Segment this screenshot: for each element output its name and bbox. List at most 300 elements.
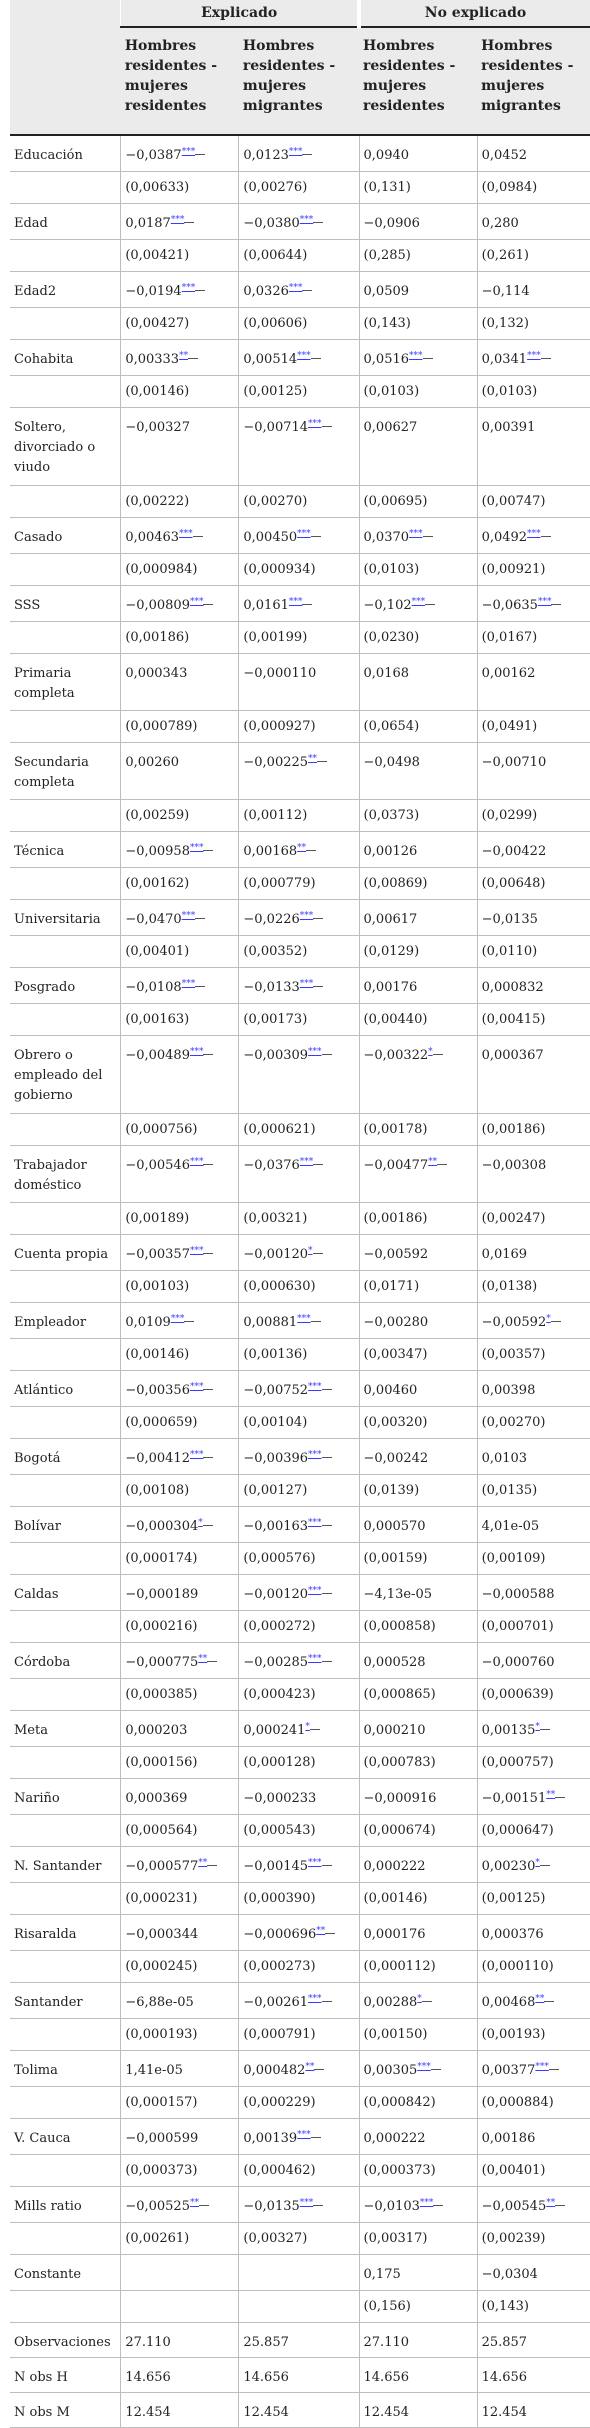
summary-label: N obs H — [10, 2358, 121, 2393]
coefficient-cell — [239, 1146, 359, 1203]
coefficient-cell — [239, 900, 359, 936]
footnote-rule — [203, 1253, 213, 1254]
coefficient-value: 0,00176 — [363, 980, 418, 995]
std-error-cell: (0,131) — [359, 172, 477, 204]
std-error-cell: (0,00178) — [359, 1114, 477, 1146]
coefficient-cell — [359, 1847, 477, 1883]
std-error-row — [10, 800, 590, 832]
table-body — [10, 135, 590, 2428]
summary-value: 27.110 — [359, 2323, 477, 2358]
significance-stars[interactable]: *** — [189, 1157, 204, 1167]
significance-stars[interactable]: *** — [409, 351, 423, 361]
variable-name: Casado — [10, 518, 121, 554]
coefficient-cell — [477, 1915, 590, 1951]
coefficient-value: 0,0103 — [481, 1451, 528, 1466]
std-error-cell: (0,000984) — [121, 554, 239, 586]
significance-stars[interactable]: *** — [537, 597, 552, 607]
column-header: Hombres residentes - mujeres residentes — [121, 27, 239, 135]
coefficient-cell — [477, 1235, 590, 1271]
table-row — [10, 340, 590, 376]
significance-stars[interactable]: *** — [189, 1450, 204, 1460]
table-row — [10, 968, 590, 1004]
significance-stars[interactable]: *** — [308, 1654, 322, 1664]
coefficient-value: −0,000775 — [125, 1655, 199, 1670]
coefficient-cell — [359, 1983, 477, 2019]
std-error-cell: (0,000273) — [239, 1951, 359, 1983]
coefficient-cell — [477, 1146, 590, 1203]
table-row — [10, 1643, 590, 1679]
coefficient-value: −0,000344 — [125, 1927, 199, 1942]
variable-name: Posgrado — [10, 968, 121, 1004]
footnote-rule — [302, 604, 312, 605]
std-error-cell: (0,000934) — [239, 554, 359, 586]
coefficient-cell — [239, 272, 359, 308]
std-error-cell: (0,000157) — [121, 2087, 239, 2119]
coefficient-cell — [121, 2119, 239, 2155]
significance-stars[interactable]: *** — [189, 1382, 204, 1392]
footnote-rule — [311, 2137, 321, 2138]
coefficient-value: −0,0135 — [481, 912, 538, 927]
significance-stars[interactable]: *** — [535, 2062, 549, 2072]
footnote-rule — [433, 1054, 443, 1055]
coefficient-cell — [477, 832, 590, 868]
significance-stars[interactable]: *** — [308, 1994, 322, 2004]
footnote-rule — [203, 1457, 213, 1458]
std-error-cell: (0,0654) — [359, 711, 477, 743]
coefficient-cell — [239, 1371, 359, 1407]
table-row — [10, 1847, 590, 1883]
std-error-row — [10, 486, 590, 518]
coefficient-value: 0,000376 — [481, 1927, 544, 1942]
coefficient-cell — [121, 2187, 239, 2223]
significance-stars[interactable]: *** — [288, 283, 303, 293]
std-error-row — [10, 2087, 590, 2119]
significance-stars[interactable]: *** — [288, 597, 303, 607]
significance-stars[interactable]: ** — [198, 1654, 208, 1664]
std-error-row — [10, 868, 590, 900]
coefficient-cell — [239, 1235, 359, 1271]
coefficient-value: −0,00357 — [125, 1247, 190, 1262]
significance-stars[interactable]: *** — [189, 1246, 204, 1256]
coefficient-cell — [359, 135, 477, 172]
coefficient-cell — [359, 518, 477, 554]
std-error-cell: (0,00270) — [239, 486, 359, 518]
summary-value: 14.656 — [477, 2358, 590, 2393]
significance-stars[interactable]: *** — [417, 2062, 431, 2072]
table-row — [10, 204, 590, 240]
footnote-rule — [423, 536, 433, 537]
significance-stars[interactable]: *** — [189, 597, 204, 607]
footnote-rule — [195, 918, 205, 919]
std-error-cell: (0,000245) — [121, 1951, 239, 1983]
footnote-rule — [422, 2001, 432, 2002]
table-row — [10, 654, 590, 711]
significance-stars[interactable]: *** — [527, 351, 541, 361]
coefficient-value: −0,114 — [481, 284, 530, 299]
coefficient-value: −0,00592 — [481, 1315, 547, 1330]
coefficient-cell — [121, 1983, 239, 2019]
coefficient-cell — [239, 518, 359, 554]
coefficient-value: 0,000570 — [363, 1519, 426, 1534]
significance-stars[interactable]: *** — [527, 529, 541, 539]
footnote-rule — [313, 1253, 323, 1254]
footnote-rule — [184, 222, 194, 223]
table-row — [10, 1779, 590, 1815]
std-error-cell: (0,00259) — [121, 800, 239, 832]
significance-stars[interactable]: * — [305, 1722, 310, 1732]
coefficient-value: 0,0492 — [481, 530, 528, 545]
std-error-cell: (0,000659) — [121, 1407, 239, 1439]
coefficient-cell — [121, 1235, 239, 1271]
coefficient-value: −0,102 — [363, 598, 412, 613]
std-error-cell: (0,000156) — [121, 1747, 239, 1779]
std-error-cell: (0,00317) — [359, 2223, 477, 2255]
variable-name: Córdoba — [10, 1643, 121, 1679]
std-error-cell: (0,00357) — [477, 1339, 590, 1371]
coefficient-value: −0,00356 — [125, 1383, 190, 1398]
significance-stars[interactable]: *** — [308, 1047, 322, 1057]
significance-stars[interactable]: ** — [316, 1926, 326, 1936]
coefficient-cell — [239, 135, 359, 172]
coefficient-cell — [121, 1439, 239, 1475]
significance-stars[interactable]: *** — [189, 843, 204, 853]
significance-stars[interactable]: *** — [181, 283, 196, 293]
significance-stars[interactable]: * — [417, 1994, 422, 2004]
std-error-cell: (0,000174) — [121, 1543, 239, 1575]
coefficient-cell — [477, 408, 590, 486]
coefficient-value: −0,00327 — [125, 420, 190, 435]
coefficient-value: 0,00230 — [481, 1859, 536, 1874]
coefficient-value: 0,00305 — [363, 2063, 418, 2078]
std-error-row — [10, 172, 590, 204]
significance-stars[interactable]: *** — [299, 911, 314, 921]
coefficient-value: 0,000832 — [481, 980, 544, 995]
std-error-cell: (0,143) — [359, 308, 477, 340]
coefficient-value: 0,00186 — [481, 2131, 536, 2146]
footnote-rule — [313, 1164, 323, 1165]
std-error-cell: (0,00199) — [239, 622, 359, 654]
footnote-rule — [541, 358, 551, 359]
significance-stars[interactable]: *** — [297, 351, 311, 361]
coefficient-cell — [477, 2255, 590, 2291]
coefficient-value: 0,00377 — [481, 2063, 536, 2078]
std-error-cell: (0,0299) — [477, 800, 590, 832]
variable-name: V. Cauca — [10, 2119, 121, 2155]
significance-stars[interactable]: *** — [297, 529, 311, 539]
significance-stars[interactable]: ** — [535, 1994, 545, 2004]
coefficient-value: −0,00242 — [363, 1451, 429, 1466]
footnote-rule — [311, 358, 321, 359]
coefficient-value: −0,0133 — [243, 980, 300, 995]
significance-stars[interactable]: *** — [299, 1157, 314, 1167]
std-error-cell: (0,000231) — [121, 1883, 239, 1915]
significance-stars[interactable]: *** — [308, 1586, 322, 1596]
coefficient-cell — [121, 1847, 239, 1883]
significance-stars[interactable]: *** — [299, 979, 314, 989]
std-error-cell: (0,00136) — [239, 1339, 359, 1371]
significance-stars[interactable]: *** — [181, 147, 196, 157]
coefficient-cell — [121, 968, 239, 1004]
coefficient-value: −0,0470 — [125, 912, 182, 927]
std-error-cell: (0,000630) — [239, 1271, 359, 1303]
coefficient-value: −0,0103 — [363, 2199, 420, 2214]
coefficient-cell — [121, 518, 239, 554]
coefficient-value: 0,000210 — [363, 1723, 426, 1738]
significance-stars[interactable]: ** — [297, 843, 307, 853]
column-header-row — [10, 27, 590, 135]
coefficient-value: 0,0452 — [481, 148, 528, 163]
footnote-rule — [203, 850, 213, 851]
significance-stars[interactable]: * — [428, 1047, 433, 1057]
coefficient-value: 0,0168 — [363, 666, 410, 681]
significance-stars[interactable]: *** — [170, 215, 185, 225]
significance-stars[interactable]: * — [308, 1246, 313, 1256]
coefficient-value: 0,00468 — [481, 1995, 536, 2010]
coefficient-value: −0,00322 — [363, 1048, 429, 1063]
significance-stars[interactable]: *** — [189, 1047, 204, 1057]
std-error-cell: (0,00222) — [121, 486, 239, 518]
variable-blank-cell — [10, 868, 121, 900]
footnote-rule — [540, 1865, 550, 1866]
significance-stars[interactable]: *** — [308, 1518, 322, 1528]
std-error-cell: (0,0110) — [477, 936, 590, 968]
coefficient-cell — [121, 586, 239, 622]
coefficient-cell — [121, 204, 239, 240]
corner-cell — [10, 0, 121, 27]
std-error-cell: (0,0138) — [477, 1271, 590, 1303]
std-error-cell: (0,000128) — [239, 1747, 359, 1779]
std-error-cell: (0,000779) — [239, 868, 359, 900]
coefficient-cell — [477, 1036, 590, 1114]
footnote-rule — [313, 2205, 323, 2206]
std-error-cell: (0,000390) — [239, 1883, 359, 1915]
std-error-cell: (0,00648) — [477, 868, 590, 900]
coefficient-value: −0,00308 — [481, 1158, 547, 1173]
variable-blank-cell — [10, 1339, 121, 1371]
coefficient-cell — [359, 1507, 477, 1543]
coefficient-cell — [239, 2255, 359, 2291]
coefficient-value: −0,000110 — [243, 666, 317, 681]
coefficient-value: 0,0187 — [125, 216, 171, 231]
significance-stars[interactable]: * — [535, 1858, 540, 1868]
std-error-cell: (0,0103) — [359, 376, 477, 408]
coefficient-cell — [359, 832, 477, 868]
variable-blank-cell — [10, 1004, 121, 1036]
coefficient-value: −0,00809 — [125, 598, 190, 613]
coefficient-cell — [359, 1146, 477, 1203]
significance-stars[interactable]: *** — [308, 1450, 322, 1460]
footnote-rule — [193, 536, 203, 537]
variable-blank-cell — [10, 622, 121, 654]
footnote-rule — [203, 1054, 213, 1055]
table-row — [10, 1915, 590, 1951]
coefficient-value: 0,0341 — [481, 352, 528, 367]
significance-stars[interactable]: ** — [189, 2198, 199, 2208]
coefficient-cell — [359, 968, 477, 1004]
significance-stars[interactable]: *** — [409, 529, 423, 539]
summary-label: N obs M — [10, 2393, 121, 2428]
significance-stars[interactable]: *** — [170, 1314, 185, 1324]
std-error-cell: (0,00186) — [121, 622, 239, 654]
column-header: Hombres residentes - mujeres migrantes — [239, 27, 359, 135]
significance-stars[interactable]: *** — [308, 419, 322, 429]
coefficient-value: 0,000482 — [243, 2063, 306, 2078]
std-error-cell: (0,00401) — [477, 2155, 590, 2187]
variable-name: Meta — [10, 1711, 121, 1747]
coefficient-cell — [359, 2187, 477, 2223]
coefficient-value: 0,00460 — [363, 1383, 418, 1398]
std-error-cell — [121, 2291, 239, 2323]
coefficient-value: −0,000916 — [363, 1791, 437, 1806]
significance-stars[interactable]: * — [546, 1314, 551, 1324]
coefficient-cell — [121, 2255, 239, 2291]
std-error-cell: (0,00415) — [477, 1004, 590, 1036]
coefficient-cell — [239, 408, 359, 486]
variable-blank-cell — [10, 1203, 121, 1235]
footnote-rule — [203, 1525, 213, 1526]
variable-blank-cell — [10, 1271, 121, 1303]
std-error-row — [10, 1004, 590, 1036]
variable-blank-cell — [10, 1475, 121, 1507]
std-error-cell: (0,00162) — [121, 868, 239, 900]
significance-stars[interactable]: *** — [419, 2198, 434, 2208]
coefficient-value: −0,000189 — [125, 1587, 199, 1602]
variable-name: Primaria completa — [10, 654, 121, 711]
significance-stars[interactable]: ** — [546, 1790, 556, 1800]
std-error-cell: (0,000576) — [239, 1543, 359, 1575]
variable-blank-cell — [10, 1679, 121, 1711]
coefficient-cell — [239, 1915, 359, 1951]
coefficient-cell — [121, 1146, 239, 1203]
std-error-cell: (0,00321) — [239, 1203, 359, 1235]
variable-name: SSS — [10, 586, 121, 622]
group-header-row — [10, 0, 590, 27]
std-error-cell: (0,00276) — [239, 172, 359, 204]
coefficient-cell — [359, 204, 477, 240]
significance-stars[interactable]: *** — [308, 1858, 322, 1868]
variable-blank-cell — [10, 2223, 121, 2255]
std-error-cell: (0,000229) — [239, 2087, 359, 2119]
std-error-row — [10, 1951, 590, 1983]
footnote-rule — [325, 1933, 335, 1934]
std-error-row — [10, 2291, 590, 2323]
std-error-cell: (0,00104) — [239, 1407, 359, 1439]
coefficient-value: −0,00714 — [243, 420, 309, 435]
significance-stars[interactable]: *** — [297, 1314, 311, 1324]
std-error-row — [10, 711, 590, 743]
variable-name: Educación — [10, 135, 121, 172]
coefficient-value: 0,000203 — [125, 1723, 188, 1738]
significance-stars[interactable]: *** — [181, 911, 196, 921]
variable-name: Constante — [10, 2255, 121, 2291]
coefficient-value: 0,0370 — [363, 530, 410, 545]
coefficient-cell — [121, 1643, 239, 1679]
coefficient-cell — [239, 968, 359, 1004]
variable-name: Risaralda — [10, 1915, 121, 1951]
variable-blank-cell — [10, 1407, 121, 1439]
variable-blank-cell — [10, 1114, 121, 1146]
significance-stars[interactable]: ** — [198, 1858, 208, 1868]
coefficient-value: 0,00162 — [481, 666, 536, 681]
footnote-rule — [322, 2001, 332, 2002]
std-error-cell: (0,000216) — [121, 1611, 239, 1643]
significance-stars[interactable]: *** — [297, 2130, 311, 2140]
std-error-cell: (0,00109) — [477, 1543, 590, 1575]
significance-stars[interactable]: ** — [308, 754, 318, 764]
coefficient-cell — [121, 2051, 239, 2087]
coefficient-value: 0,000369 — [125, 1791, 188, 1806]
footnote-rule — [302, 154, 312, 155]
coefficient-value: −0,000588 — [481, 1587, 555, 1602]
std-error-cell: (0,000757) — [477, 1747, 590, 1779]
significance-stars[interactable]: ** — [546, 2198, 556, 2208]
coefficient-value: −0,00396 — [243, 1451, 309, 1466]
std-error-cell: (0,0171) — [359, 1271, 477, 1303]
std-error-row — [10, 1747, 590, 1779]
footnote-rule — [306, 850, 316, 851]
significance-stars[interactable]: * — [198, 1518, 203, 1528]
significance-stars[interactable]: *** — [411, 597, 426, 607]
coefficient-value: 0,00617 — [363, 912, 418, 927]
coefficient-value: 0,00126 — [363, 844, 418, 859]
coefficient-value: −4,13e-05 — [363, 1587, 432, 1602]
coefficient-value: −0,0380 — [243, 216, 300, 231]
std-error-cell: (0,000621) — [239, 1114, 359, 1146]
significance-stars[interactable]: * — [535, 1722, 540, 1732]
std-error-cell: (0,00193) — [477, 2019, 590, 2051]
std-error-cell: (0,261) — [477, 240, 590, 272]
std-error-cell — [239, 2291, 359, 2323]
coefficient-cell — [359, 743, 477, 800]
significance-stars[interactable]: ** — [428, 1157, 438, 1167]
significance-stars[interactable]: *** — [179, 529, 193, 539]
footnote-rule — [540, 1729, 550, 1730]
significance-stars[interactable]: ** — [305, 2062, 315, 2072]
coefficient-cell — [359, 1439, 477, 1475]
variable-name: Edad2 — [10, 272, 121, 308]
std-error-cell: (0,00320) — [359, 1407, 477, 1439]
std-error-row — [10, 622, 590, 654]
std-error-cell: (0,000647) — [477, 1815, 590, 1847]
std-error-row — [10, 240, 590, 272]
coefficient-cell — [239, 2051, 359, 2087]
std-error-cell: (0,00146) — [121, 376, 239, 408]
footnote-rule — [302, 290, 312, 291]
std-error-cell: (0,000110) — [477, 1951, 590, 1983]
coefficient-value: −0,00477 — [363, 1158, 429, 1173]
coefficient-cell — [239, 340, 359, 376]
variable-blank-cell — [10, 308, 121, 340]
coefficient-cell — [477, 340, 590, 376]
variable-name: Tolima — [10, 2051, 121, 2087]
coefficient-value: −0,0135 — [243, 2199, 300, 2214]
std-error-cell: (0,00695) — [359, 486, 477, 518]
significance-stars[interactable]: *** — [288, 147, 303, 157]
table-row — [10, 408, 590, 486]
table-row — [10, 1303, 590, 1339]
footnote-rule — [195, 290, 205, 291]
significance-stars[interactable]: ** — [179, 351, 189, 361]
coefficient-cell — [359, 2255, 477, 2291]
significance-stars[interactable]: *** — [181, 979, 196, 989]
std-error-cell: (0,0139) — [359, 1475, 477, 1507]
std-error-cell: (0,00440) — [359, 1004, 477, 1036]
significance-stars[interactable]: *** — [308, 1382, 322, 1392]
significance-stars[interactable]: *** — [299, 215, 314, 225]
significance-stars[interactable]: *** — [299, 2198, 314, 2208]
coefficient-cell — [477, 135, 590, 172]
std-error-cell: (0,00869) — [359, 868, 477, 900]
